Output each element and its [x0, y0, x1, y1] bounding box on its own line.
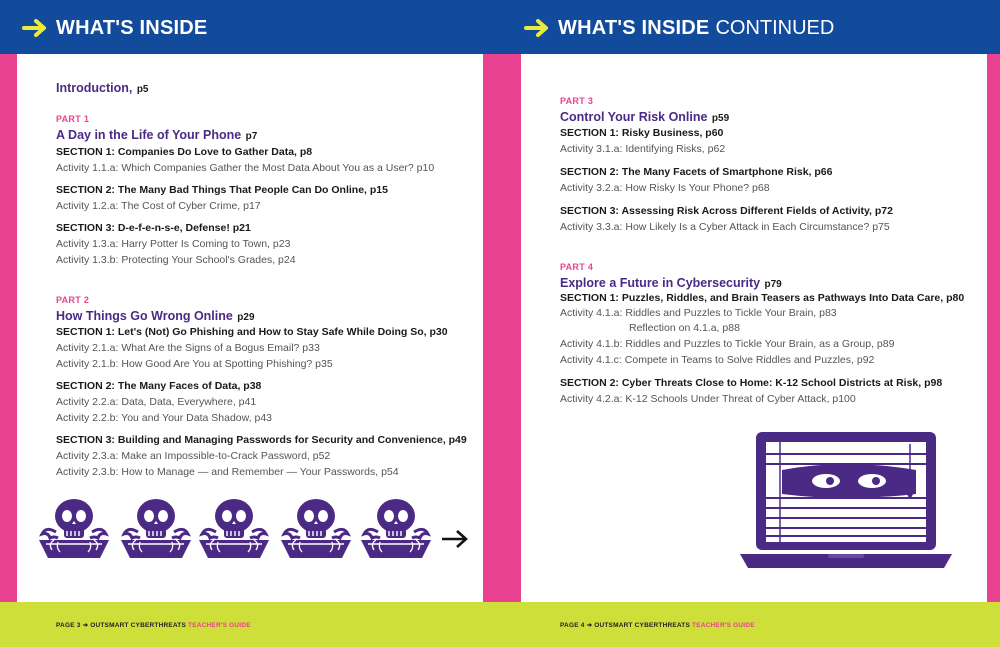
toc-activity[interactable]: Activity 4.1.a: Riddles and Puzzles to Tickle Your Brain, p83	[560, 307, 837, 319]
part-title: Control Your Risk Online	[560, 110, 708, 124]
toc-activity[interactable]: Activity 2.1.a: What Are the Signs of a Bogus Email? p33	[56, 342, 320, 354]
toc-section[interactable]: SECTION 1: Puzzles, Riddles, and Brain Teasers as Pathways Into Data Care, p80	[560, 292, 965, 304]
part-title-entry[interactable]	[56, 307, 255, 325]
toc-activity[interactable]: Activity 2.2.b: You and Your Data Shadow, p43	[56, 412, 272, 424]
toc-activity[interactable]: Activity 3.2.a: How Risky Is Your Phone? p68	[560, 182, 770, 194]
footer-text: PAGE 3 ➜ OUTSMART CYBERTHREATS	[56, 622, 187, 629]
part-label: PART 3	[560, 96, 594, 106]
toc-section[interactable]: SECTION 2: The Many Bad Things That People Can Do Online, p15	[56, 184, 388, 196]
footer-guide: TEACHER'S GUIDE	[188, 622, 251, 629]
toc-reflection[interactable]: Reflection on 4.1.a, p88	[629, 322, 740, 334]
toc-activity[interactable]: Activity 3.1.a: Identifying Risks, p62	[560, 143, 726, 155]
intro-page: p5	[136, 84, 149, 95]
toc-activity[interactable]: Activity 3.3.a: How Likely Is a Cyber Attack in Each Circumstance? p75	[560, 221, 890, 233]
skull-laptop-icon	[358, 496, 434, 564]
part-label: PART 1	[56, 114, 90, 124]
toc-activity[interactable]: Activity 1.2.a: The Cost of Cyber Crime, p17	[56, 200, 261, 212]
skull-laptop-icon	[278, 496, 354, 564]
toc-activity[interactable]: Activity 1.1.a: Which Companies Gather the Most Data About You as a User? p10	[56, 162, 435, 174]
toc-section[interactable]: SECTION 3: D-e-f-e-n-s-e, Defense! p21	[56, 222, 251, 234]
toc-activity[interactable]: Activity 2.3.b: How to Manage — and Remember — Your Passwords, p54	[56, 466, 399, 478]
toc-activity[interactable]: Activity 4.1.b: Riddles and Puzzles to Tickle Your Brain, as a Group, p89	[560, 338, 895, 350]
skull-laptop-icon	[196, 496, 272, 564]
toc-section[interactable]: SECTION 1: Companies Do Love to Gather Data, p8	[56, 146, 313, 158]
part-title: A Day in the Life of Your Phone	[56, 128, 242, 142]
part-page: p7	[245, 131, 258, 142]
intro-title: Introduction,	[56, 81, 133, 95]
part-label: PART 4	[560, 262, 594, 272]
part-title: How Things Go Wrong Online	[56, 309, 233, 323]
black-right-arrow-icon	[440, 526, 470, 552]
part-page: p29	[237, 312, 255, 323]
part-title: Explore a Future in Cybersecurity	[560, 276, 761, 290]
part-label: PART 2	[56, 295, 90, 305]
footer-guide: TEACHER'S GUIDE	[692, 622, 755, 629]
toc-section[interactable]: SECTION 1: Risky Business, p60	[560, 127, 724, 139]
toc-section[interactable]: SECTION 3: Assessing Risk Across Different Fields of Activity, p72	[560, 205, 893, 217]
toc-activity[interactable]: Activity 1.3.b: Protecting Your School's Grades, p24	[56, 254, 296, 266]
toc-section[interactable]: SECTION 2: The Many Facets of Smartphone Risk, p66	[560, 166, 833, 178]
left-footer	[56, 621, 251, 629]
part-page: p79	[764, 279, 782, 290]
page-title-continued: CONTINUED	[715, 16, 835, 39]
intro-entry[interactable]	[56, 79, 149, 97]
toc-activity[interactable]: Activity 1.3.a: Harry Potter Is Coming to Town, p23	[56, 238, 291, 250]
toc-section[interactable]: SECTION 2: The Many Faces of Data, p38	[56, 380, 262, 392]
toc-section[interactable]: SECTION 1: Let's (Not) Go Phishing and How to Stay Safe While Doing So, p30	[56, 326, 448, 338]
toc-activity[interactable]: Activity 2.1.b: How Good Are You at Spotting Phishing? p35	[56, 358, 333, 370]
part-page: p59	[711, 113, 730, 124]
part-title-entry[interactable]	[560, 274, 782, 292]
part-title-entry[interactable]	[56, 126, 257, 144]
page-title: WHAT'S INSIDE	[56, 16, 208, 39]
toc-activity[interactable]: Activity 4.2.a: K-12 Schools Under Threat of Cyber Attack, p100	[560, 393, 856, 405]
right-footer	[560, 621, 755, 629]
page-title: WHAT'S INSIDE	[558, 16, 710, 39]
spy-laptop-icon	[740, 430, 952, 570]
toc-activity[interactable]: Activity 2.3.a: Make an Impossible-to-Crack Password, p52	[56, 450, 331, 462]
toc-section[interactable]: SECTION 3: Building and Managing Passwords for Security and Convenience, p49	[56, 434, 467, 446]
toc-activity[interactable]: Activity 4.1.c: Compete in Teams to Solve Riddles and Puzzles, p92	[560, 354, 875, 366]
part-title-entry[interactable]	[560, 108, 729, 126]
skull-laptop-icon	[118, 496, 194, 564]
toc-activity[interactable]: Activity 2.2.a: Data, Data, Everywhere, p41	[56, 396, 257, 408]
toc-section[interactable]: SECTION 2: Cyber Threats Close to Home: K-12 School Districts at Risk, p98	[560, 377, 943, 389]
footer-text: PAGE 4 ➜ OUTSMART CYBERTHREATS	[560, 622, 691, 629]
skull-laptop-icon	[36, 496, 112, 564]
